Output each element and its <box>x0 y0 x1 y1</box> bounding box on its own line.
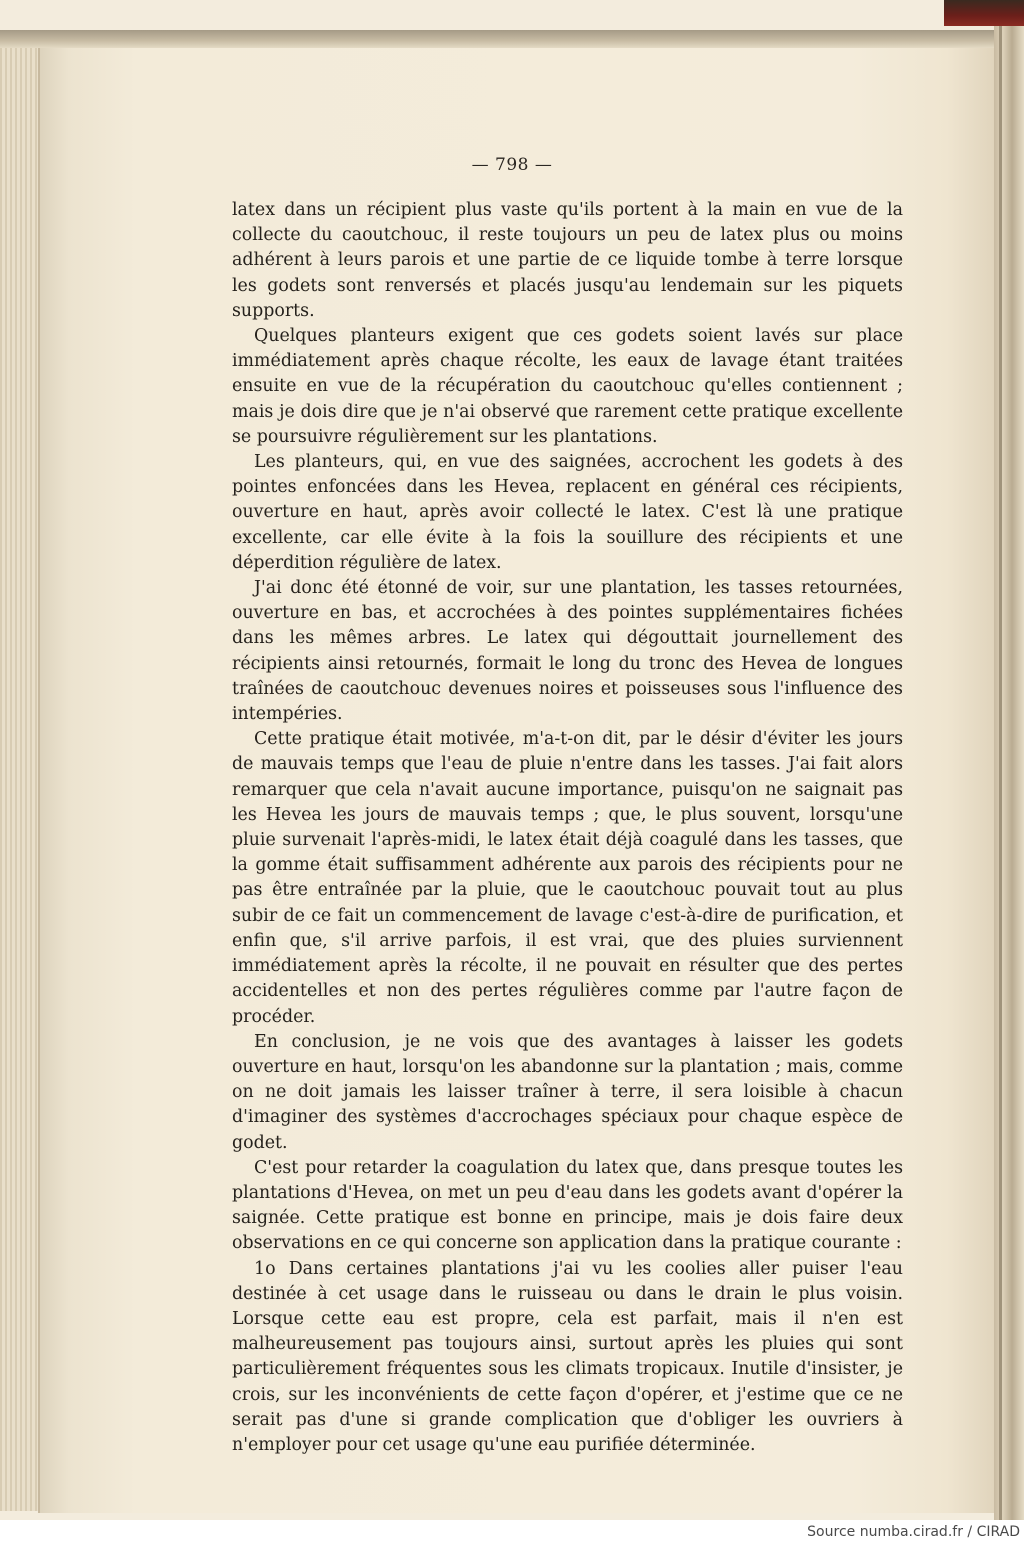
source-credit: Source numba.cirad.fr / CIRAD <box>807 1524 1020 1540</box>
page-top-shadow <box>0 30 1000 48</box>
paragraph: Cette pratique était motivée, m'a-t-on dit, par le désir d'éviter les jours de mauvais temps que l'eau de pluie n'entre dans les tasses. J'ai fait alors remarquer que cela n'avait aucune importance, puisqu'on ne saignait pas les Hevea les jours de mauvais temps ; que, le plus souvent, lorsqu'une pluie survenait l'après-midi, le latex était déjà coagulé dans les tasses, que la gomme était suffisamment adhérente aux parois des récipients pour ne pas être entraînée par la pluie, que le caoutchouc pouvait tout au plus subir de ce fait un commencement de lavage c'est-à-dire de purification, et enfin que, s'il arrive parfois, il est vrai, que des pluies surviennent immédiatement après la récolte, il ne pouvait en résulter que des pertes accidentelles et non des pertes régulières comme par l'autre façon de procéder. <box>232 729 903 1027</box>
paragraph: 1o Dans certaines plantations j'ai vu les coolies aller puiser l'eau destinée à cet usage dans le ruisseau ou dans le drain le plus voisin. Lorsque cette eau est propre, cela est parfait, mais il n'en est malheureusement pas toujours ainsi, surtout après les pluies qui sont particulièrement fréquentes sous les climats tropicaux. Inutile d'insister, je crois, sur les inconvénients de cette façon d'opérer, et j'estime que ce ne serait pas d'une si grande complication que d'obliger les ouvriers à n'employer pour cet usage qu'une eau purifiée déterminée. <box>232 1258 903 1455</box>
paragraph: C'est pour retarder la coagulation du latex que, dans presque toutes les plantations d'Hevea, on met un peu d'eau dans les godets avant d'opérer la saignée. Cette pratique est bonne en principe, mais je dois faire deux observations en ce qui concerne son application dans la pratique courante : <box>232 1157 903 1254</box>
book-cover-corner <box>944 0 1024 26</box>
paragraph: Les planteurs, qui, en vue des saignées, accrochent les godets à des pointes enfoncées dans les Hevea, replacent en général ces récipients, ouverture en haut, après avoir collecté le latex. C'est là une pratique excellente, car elle évite à la fois la souillure des récipients et une déperdition régulière de latex. <box>232 452 903 573</box>
spine-crease <box>999 26 1002 1520</box>
body-text <box>232 198 903 1458</box>
paragraph: latex dans un récipient plus vaste qu'ils portent à la main en vue de la collecte du caoutchouc, il reste toujours un peu de latex plus ou moins adhérent à leurs parois et une partie de ce liquide tombe à terre lorsque les godets sont renversés et placés jusqu'au lendemain sur les piquets supports. <box>232 200 903 321</box>
page-number: — 798 — <box>471 155 553 175</box>
stacked-page-edges <box>0 36 40 1511</box>
paragraph: J'ai donc été étonné de voir, sur une plantation, les tasses retournées, ouverture en bas, et accrochées à des pointes supplémentaires fichées dans les mêmes arbres. Le latex qui dégouttait journellement des récipients ainsi retournés, formait le long du tronc des Hevea de longues traînées de caoutchouc devenues noires et poisseuses sous l'influence des intempéries. <box>232 578 903 725</box>
paragraph: Quelques planteurs exigent que ces godets soient lavés sur place immédiatement après chaque récolte, les eaux de lavage étant traitées ensuite en vue de la récupération du caoutchouc qu'elles contiennent ; mais je dois dire que je n'ai observé que rarement cette pratique excellente se poursuivre régulièrement sur les plantations. <box>232 326 903 447</box>
paragraph: En conclusion, je ne vois que des avantages à laisser les godets ouverture en haut, lorsqu'on les abandonne sur la plantation ; mais, comme on ne doit jamais les laisser traîner à terre, il sera loisible à chacun d'imaginer des systèmes d'accrochages spéciaux pour chaque espèce de godet. <box>232 1031 903 1153</box>
